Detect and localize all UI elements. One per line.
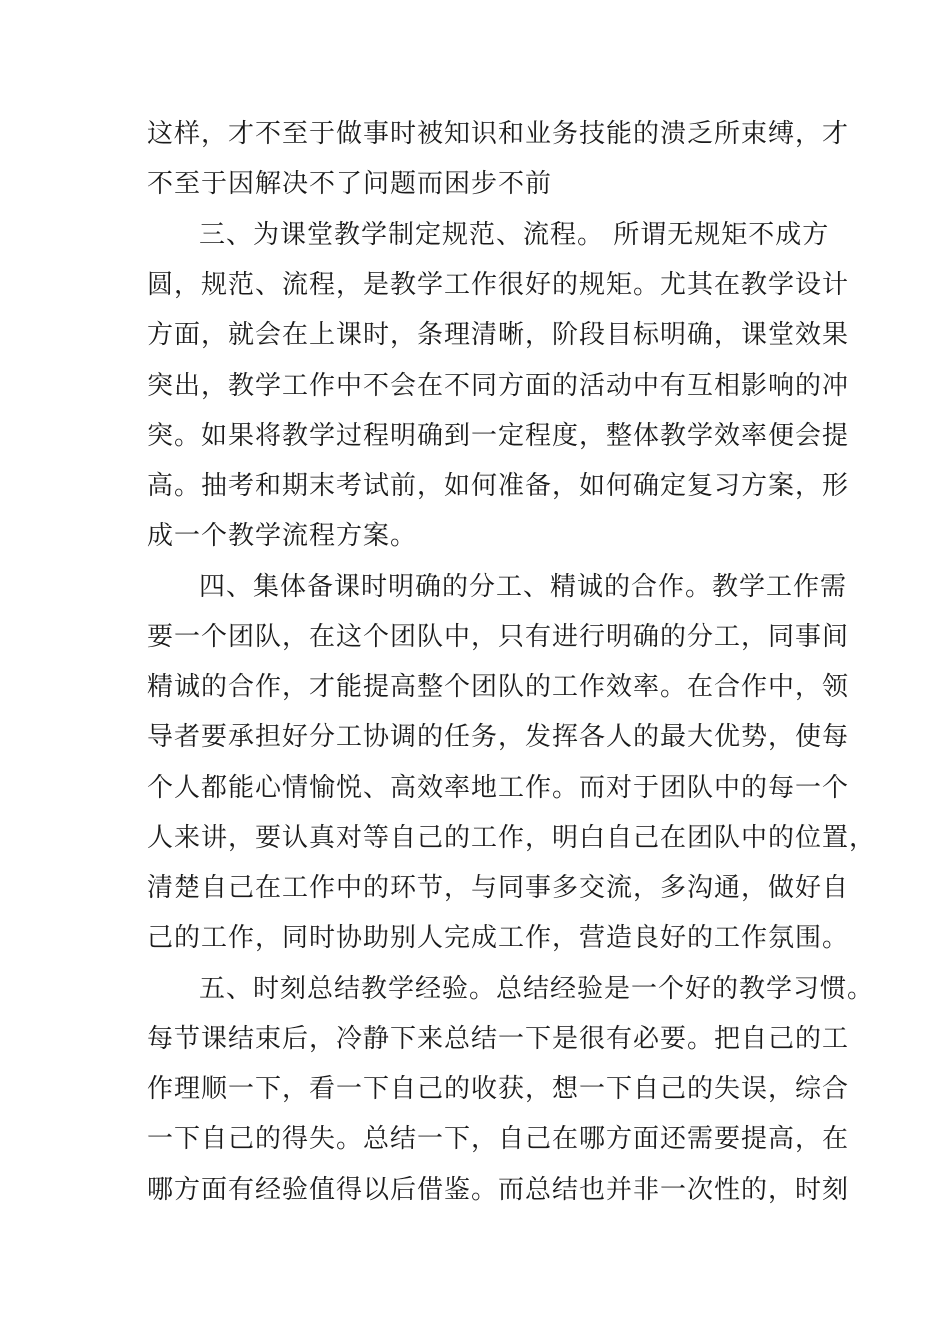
text-line: 高。抽考和期末考试前，如何准备，如何确定复习方案，形 [147,471,850,501]
text-line: 导者要承担好分工协调的任务，发挥各人的最大优势，使每 [147,722,850,752]
text-line: 精诚的合作，才能提高整个团队的工作效率。在合作中，领 [147,672,850,702]
text-line: 突。如果将教学过程明确到一定程度，整体教学效率便会提 [147,421,850,451]
text-line: 己的工作，同时协助别人完成工作，营造良好的工作氛围。 [147,923,850,953]
text-line: 人来讲，要认真对等自己的工作，明白自己在团队中的位置， [147,823,877,853]
text-line: 突出，教学工作中不会在不同方面的活动中有互相影响的冲 [147,371,850,401]
text-line: 方面，就会在上课时，条理清晰，阶段目标明确，课堂效果 [147,320,850,350]
text-line: 每节课结束后，冷静下来总结一下是很有必要。把自己的工 [147,1024,850,1054]
text-line: 哪方面有经验值得以后借鉴。而总结也并非一次性的，时刻 [147,1175,850,1205]
paragraph-three-heading-line: 三、为课堂教学制定规范、流程。 所谓无规矩不成方 [199,220,830,250]
text-line: 不至于因解决不了问题而困步不前 [147,169,553,199]
text-line: 要一个团队，在这个团队中，只有进行明确的分工，同事间 [147,622,850,652]
paragraph-four-heading-line: 四、集体备课时明确的分工、精诚的合作。教学工作需 [199,572,848,602]
text-line: 圆，规范、流程，是教学工作很好的规矩。尤其在教学设计 [147,270,850,300]
text-line: 个人都能心情愉悦、高效率地工作。而对于团队中的每一个 [147,773,850,803]
text-line: 作理顺一下，看一下自己的收获，想一下自己的失误，综合 [147,1074,850,1104]
text-line: 成一个教学流程方案。 [147,521,418,551]
paragraph-five-heading-line: 五、时刻总结教学经验。总结经验是一个好的教学习惯。 [199,974,875,1004]
text-line: 这样，才不至于做事时被知识和业务技能的溃乏所束缚，才 [147,119,850,149]
text-line: 一下自己的得失。总结一下，自己在哪方面还需要提高，在 [147,1124,850,1154]
text-line: 清楚自己在工作中的环节，与同事多交流，多沟通，做好自 [147,873,850,903]
